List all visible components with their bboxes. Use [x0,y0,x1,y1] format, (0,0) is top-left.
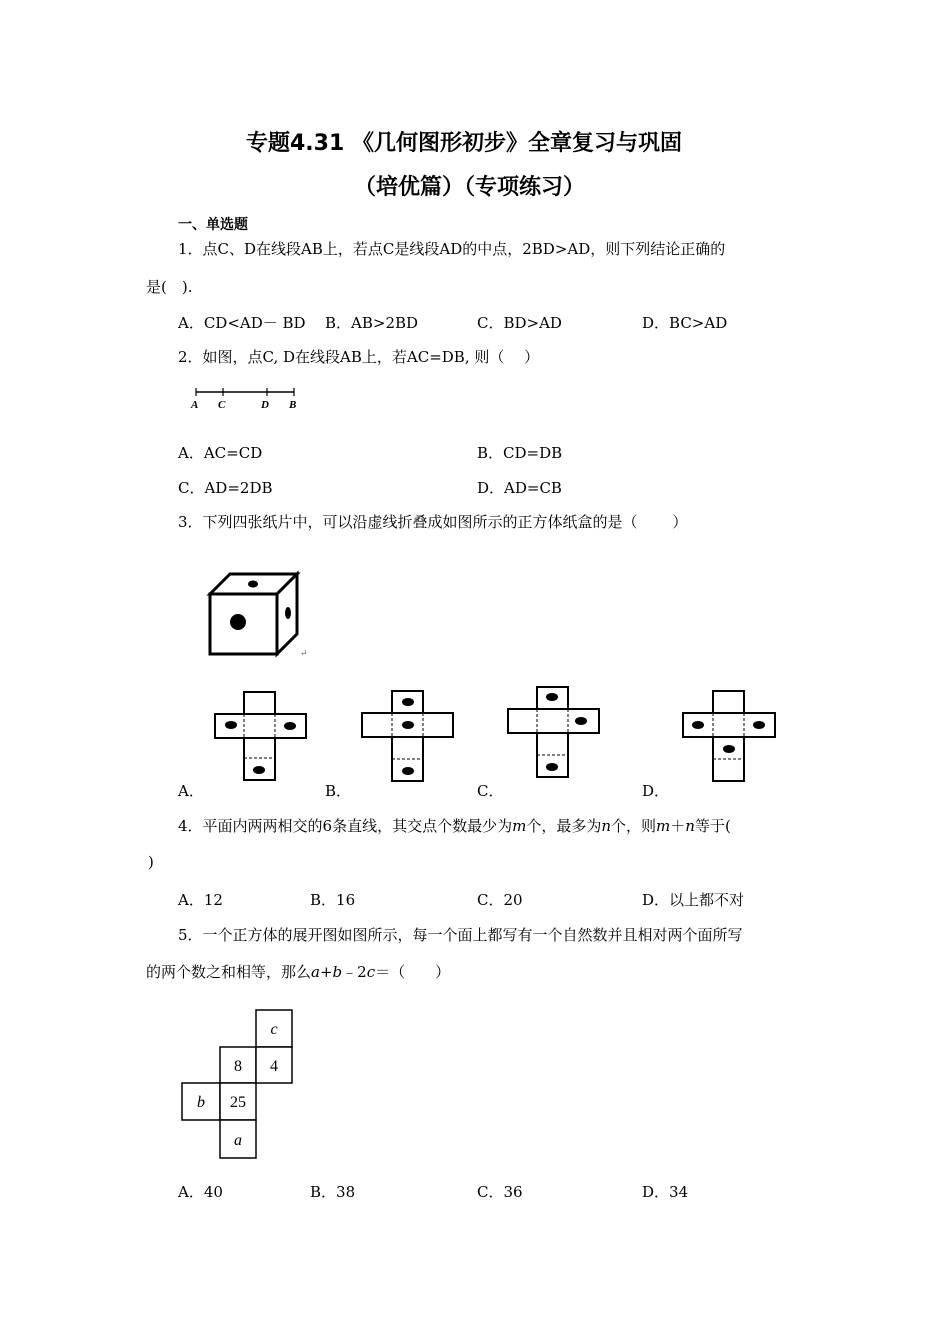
q3-net-d [680,689,786,785]
q2-label-d: D [261,399,269,411]
q5-stem-line2: 的两个数之和相等，那么a+b﹣2c＝（ ） [146,963,451,981]
q4-stem-line2: ) [148,853,154,871]
q2-option-b[interactable]: B．CD=DB [477,444,563,462]
q5-stem-line1: 5．一个正方体的展开图如图所示，每一个面上都写有一个自然数并且相对两个面所写 [178,926,743,944]
q2-option-d[interactable]: D．AD=CB [477,479,562,497]
q2-option-a[interactable]: A．AC=CD [178,444,263,462]
q3-option-d[interactable]: D． [642,782,670,800]
q2-label-c: C [218,399,226,411]
q1-option-b[interactable]: B．AB>2BD [325,314,419,332]
q5-face-8: 8 [234,1058,242,1075]
q4-var-m: m [512,817,527,835]
page-title: 专题4.31 《几何图形初步》全章复习与巩固 [246,131,682,156]
q3-net-a [213,690,309,784]
q4-option-d[interactable]: D．以上都不对 [642,891,745,909]
q5-face-c: c [270,1021,278,1038]
q4-option-b[interactable]: B．16 [310,891,356,909]
q5-option-a[interactable]: A．40 [178,1183,223,1201]
q4-stem-line1: 4．平面内两两相交的6条直线，其交点个数最少为m个，最多为n个，则m＋n等于( [178,817,731,835]
q4-option-c[interactable]: C．20 [477,891,523,909]
q3-option-c[interactable]: C． [477,782,504,800]
q2-stem: 2．如图，点C, D在线段AB上，若AC=DB, 则（ ） [178,348,540,366]
q5-option-c[interactable]: C．36 [477,1183,523,1201]
q3-option-b[interactable]: B． [325,782,352,800]
q1-option-c[interactable]: C．BD>AD [477,314,562,332]
section-heading: 一、单选题 [178,217,248,233]
q2-label-b: B [289,399,297,411]
q5-option-d[interactable]: D．34 [642,1183,689,1201]
q3-net-c [506,685,602,781]
q1-stem-line2: 是( ). [146,278,193,296]
q4-option-a[interactable]: A．12 [178,891,223,909]
q3-net-b [360,689,456,785]
q3-option-a[interactable]: A． [178,782,204,800]
q3-stem: 3．下列四张纸片中，可以沿虚线折叠成如图所示的正方体纸盒的是（ ） [178,513,688,531]
q2-segment-figure [190,384,310,414]
q5-option-b[interactable]: B．38 [310,1183,356,1201]
q2-option-c[interactable]: C．AD=2DB [178,479,273,497]
q5-face-a: a [234,1132,242,1149]
q5-face-b: b [197,1094,205,1111]
q5-cube-net [180,1008,296,1162]
q3-cube-figure [205,566,315,661]
q5-face-4: 4 [270,1058,278,1075]
q2-label-a: A [191,399,199,411]
q5-face-25: 25 [230,1094,246,1111]
page-subtitle: （培优篇）（专项练习） [354,175,586,200]
q1-option-a[interactable]: A．CD<AD－ BD [178,314,306,332]
q1-option-d[interactable]: D．BC>AD [642,314,728,332]
svg-text:↵: ↵ [300,648,308,658]
q1-stem-line1: 1．点C、D在线段AB上，若点C是线段AD的中点，2BD>AD，则下列结论正确的 [178,240,726,258]
q4-var-n: n [601,817,612,835]
